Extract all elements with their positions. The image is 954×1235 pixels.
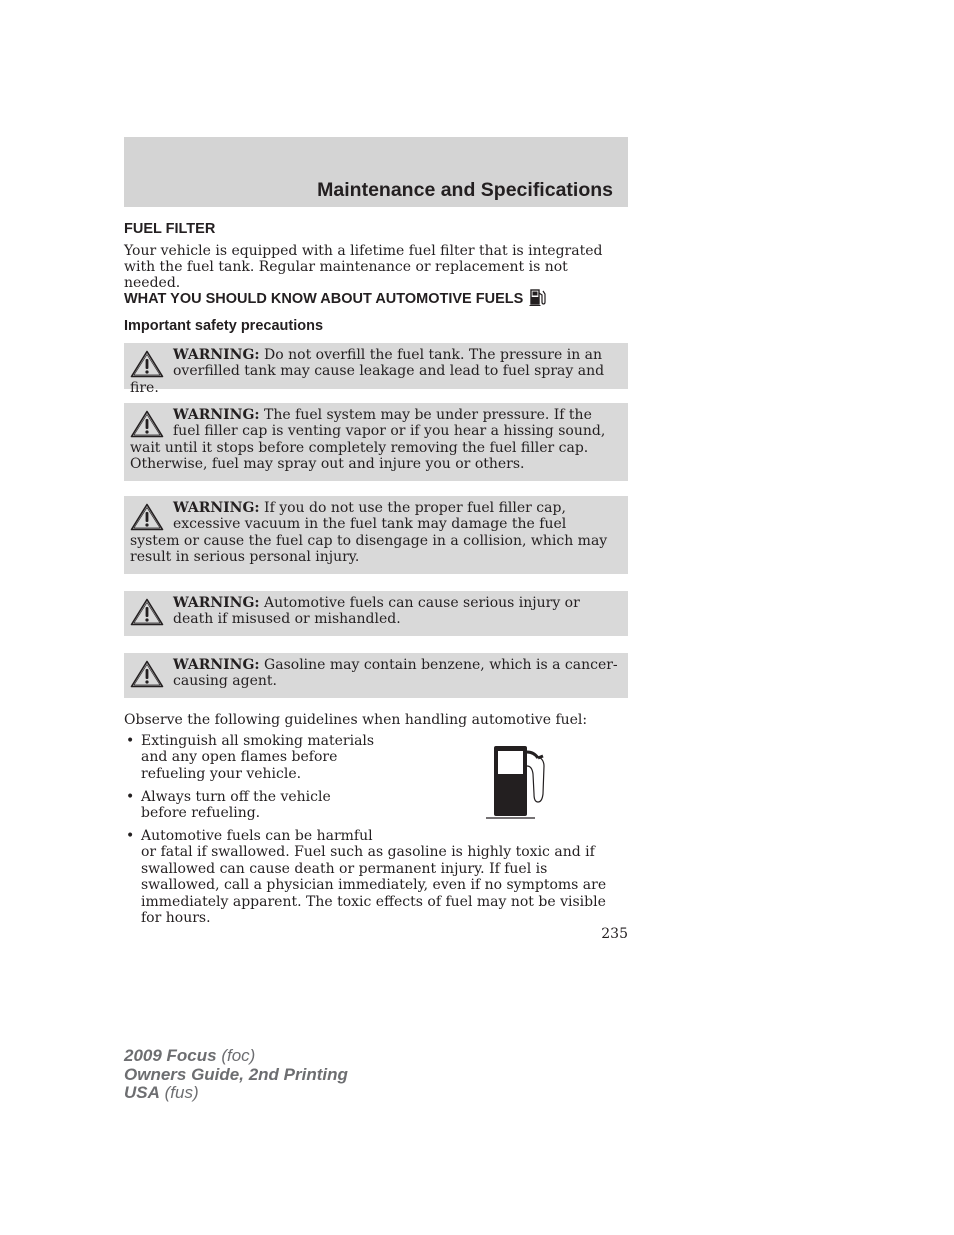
warning-label: WARNING:	[173, 407, 260, 423]
warning-box	[124, 653, 628, 698]
list-item	[124, 789, 628, 822]
page-number: 235	[601, 926, 628, 942]
footer-guide: Owners Guide, 2nd Printing	[124, 1064, 348, 1084]
list-item	[124, 733, 628, 782]
footer-market-code: (fus)	[164, 1083, 199, 1102]
warning-text: The fuel system may be under pressure. If the fuel filler cap is venting vapor or if you hear a hissing sound, wait until it stops before completely removing the fuel filler cap. Otherwise, fuel may spray out and injure you or others.	[130, 407, 606, 473]
page-title: Maintenance and Specifications	[317, 179, 613, 201]
warning-box	[124, 343, 628, 396]
warning-label: WARNING:	[173, 595, 260, 611]
warning-box	[124, 496, 628, 574]
fuel-filter-text: Your vehicle is equipped with a lifetime fuel filter that is integrated with the fuel tank. Regular maintenance or replacement is not needed.	[124, 243, 603, 291]
document-footer	[124, 1047, 348, 1103]
footer-model-code: (foc)	[221, 1046, 256, 1065]
fuel-pump-icon	[486, 744, 548, 820]
warning-triangle-icon	[130, 598, 164, 626]
warning-text: If you do not use the proper fuel filler cap, excessive vacuum in the fuel tank may damage the fuel system or cause the fuel cap to disengage in a collision, which may result in serious personal injury.	[130, 500, 608, 566]
warning-triangle-icon	[130, 350, 164, 378]
list-item	[124, 828, 628, 926]
fuel-filter-heading: FUEL FILTER	[124, 221, 216, 237]
warning-label: WARNING:	[173, 657, 260, 673]
footer-model: 2009 Focus	[124, 1046, 217, 1065]
warning-triangle-icon	[130, 660, 164, 688]
warning-label: WARNING:	[173, 500, 260, 516]
warning-text: Automotive fuels can cause serious injury or death if misused or mishandled.	[173, 595, 580, 628]
fuel-pump-icon	[529, 287, 547, 307]
list-item-text-continued: or fatal if swallowed. Fuel such as gasoline is highly toxic and if swallowed can cause death or permanent injury. If fuel is swallowed, call a physician immediately, even if no symptoms are immediately apparent. The toxic effects of fuel may not be visible for hours.	[141, 844, 607, 927]
warning-triangle-icon	[130, 410, 164, 438]
warning-text: Do not overfill the fuel tank. The pressure in an overfilled tank may cause leakage and lead to fuel spray and fire.	[130, 347, 605, 396]
list-item-text: • Automotive fuels can be harmful	[141, 828, 373, 845]
warning-text: Gasoline may contain benzene, which is a cancer-causing agent.	[173, 657, 618, 690]
list-item-text: • Always turn off the vehicle before refueling.	[141, 788, 331, 822]
precautions-heading: Important safety precautions	[124, 318, 324, 334]
fuels-heading	[124, 287, 547, 307]
guidelines-list	[124, 733, 628, 933]
footer-market: USA	[124, 1083, 160, 1102]
warning-box	[124, 591, 628, 636]
section-header	[124, 137, 628, 207]
warning-box	[124, 403, 628, 481]
list-item-text: • Extinguish all smoking materials and any open flames before refueling your vehicle.	[141, 733, 375, 782]
guidelines-intro: Observe the following guidelines when handling automotive fuel:	[124, 712, 588, 728]
fuels-heading-text: WHAT YOU SHOULD KNOW ABOUT AUTOMOTIVE FUELS	[124, 291, 524, 307]
warning-triangle-icon	[130, 503, 164, 531]
warning-label: WARNING:	[173, 347, 260, 363]
